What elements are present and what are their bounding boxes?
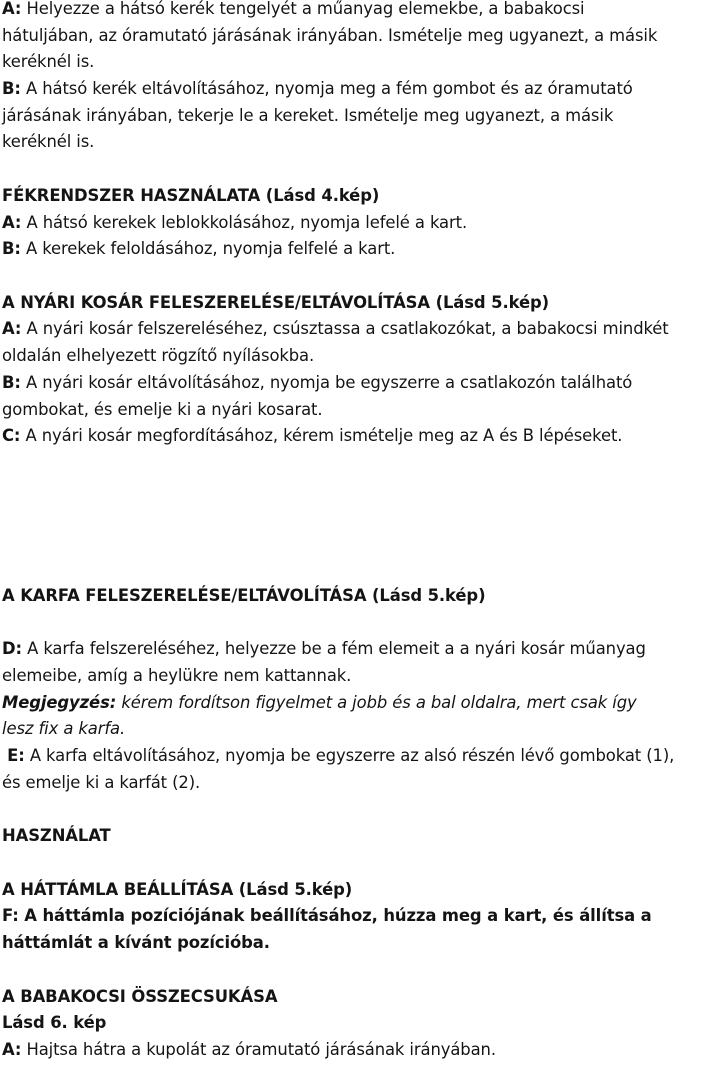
step-label-e: E: <box>7 746 25 766</box>
step-label-a: A: <box>2 319 22 339</box>
section-spacer <box>2 156 716 183</box>
summer-basket-c-line <box>2 423 716 450</box>
step-label-b: B: <box>2 372 21 392</box>
blank-area <box>2 450 716 583</box>
usage-heading: HASZNÁLAT <box>2 826 111 846</box>
step-label-d: D: <box>2 639 22 659</box>
armrest-note-line1 <box>2 690 716 717</box>
summer-basket-heading: A NYÁRI KOSÁR FELESZERELÉSE/ELTÁVOLÍTÁSA (Lásd 5.kép) <box>2 292 549 312</box>
step-label-b: B: <box>2 79 21 99</box>
brake-b-line <box>2 236 716 263</box>
step-text: Hajtsa hátra a kupolát az óramutató járásának irányában. <box>26 1040 496 1060</box>
step-label-a: A: <box>2 212 22 232</box>
fold-heading: A BABAKOCSI ÖSSZECSUKÁSA <box>2 986 278 1006</box>
section-spacer <box>2 850 716 877</box>
section-spacer <box>2 797 716 824</box>
section-spacer <box>2 957 716 984</box>
armrest-note-line2: lesz fix a karfa. <box>2 719 126 739</box>
step-label-b: B: <box>2 239 21 259</box>
armrest-d-line2: elemeibe, amíg a heylükre nem kattannak. <box>2 666 352 686</box>
summer-basket-a-line2: oldalán elhelyezett rögzítő nyílásokba. <box>2 346 315 366</box>
note-text: kérem fordítson figyelmet a jobb és a bal oldalra, mert csak így <box>121 692 637 712</box>
summer-basket-b-line2: gombokat, és emelje ki a nyári kosarat. <box>2 399 323 419</box>
section-spacer <box>2 610 716 637</box>
backrest-f-line2: háttámlát a kívánt pozícióba. <box>2 933 270 953</box>
fold-a-line <box>2 1037 716 1064</box>
step-text: A nyári kosár felszereléséhez, csúsztassa a csatlakozókat, a babakocsi mindkét <box>26 319 669 339</box>
armrest-heading: A KARFA FELESZERELÉSE/ELTÁVOLÍTÁSA (Lásd 5.kép) <box>2 585 486 605</box>
armrest-e-line2: és emelje ki a karfát (2). <box>2 772 201 792</box>
step-label-a: A: <box>2 0 22 18</box>
rear-wheel-a-line2: hátuljában, az óramutató járásának irányában. Ismételje meg ugyanezt, a másik <box>2 25 658 45</box>
rear-wheel-b-line3: keréknél is. <box>2 132 95 152</box>
rear-wheel-b-line2: járásának irányában, tekerje le a kereket. Ismételje meg ugyanezt, a másik <box>2 105 614 125</box>
step-label-a: A: <box>2 1040 22 1060</box>
step-text: A hátsó kerék eltávolításához, nyomja meg a fém gombot és az óramutató <box>25 79 633 99</box>
step-text: A karfa felszereléséhez, helyezze be a fém elemeit a a nyári kosár műanyag <box>27 639 646 659</box>
rear-wheel-b-line1 <box>2 76 716 103</box>
backrest-f-line1: F: A háttámla pozíciójának beállításához, húzza meg a kart, és állítsa a <box>2 906 652 926</box>
armrest-d-line1 <box>2 636 716 663</box>
rear-wheel-a-line3: keréknél is. <box>2 52 95 72</box>
brake-heading: FÉKRENDSZER HASZNÁLATA (Lásd 4.kép) <box>2 185 380 205</box>
rear-wheel-a-line1 <box>2 0 716 23</box>
summer-basket-a-line1 <box>2 316 716 343</box>
summer-basket-b-line1 <box>2 370 716 397</box>
backrest-heading: A HÁTTÁMLA BEÁLLÍTÁSA (Lásd 5.kép) <box>2 879 353 899</box>
step-text: Helyezze a hátsó kerék tengelyét a műanyag elemekbe, a babakocsi <box>26 0 585 18</box>
fold-subheading: Lásd 6. kép <box>2 1013 107 1033</box>
manual-page <box>2 0 716 1064</box>
note-label: Megjegyzés: <box>2 692 117 712</box>
step-label-c: C: <box>2 426 21 446</box>
step-text: A karfa eltávolításához, nyomja be egyszerre az alsó részén lévő gombokat (1), <box>29 746 675 766</box>
step-text: A nyári kosár megfordításához, kérem ismételje meg az A és B lépéseket. <box>25 426 623 446</box>
step-text: A hátsó kerekek leblokkolásához, nyomja lefelé a kart. <box>26 212 468 232</box>
armrest-e-line1 <box>2 743 716 770</box>
brake-a-line <box>2 210 716 237</box>
step-text: A nyári kosár eltávolításához, nyomja be egyszerre a csatlakozón található <box>25 372 633 392</box>
step-text: A kerekek feloldásához, nyomja felfelé a kart. <box>25 239 396 259</box>
section-spacer <box>2 263 716 290</box>
